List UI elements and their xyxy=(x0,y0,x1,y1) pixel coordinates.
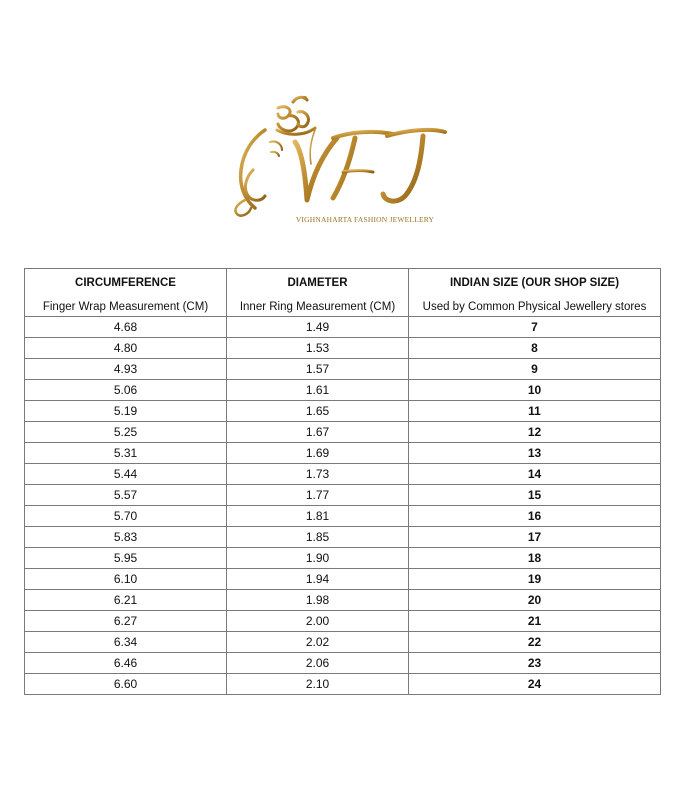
table-row xyxy=(25,401,661,422)
circumference-cell: 6.10 xyxy=(25,569,227,590)
indian-size-cell: 24 xyxy=(409,674,661,695)
circumference-cell: 6.27 xyxy=(25,611,227,632)
table-row xyxy=(25,464,661,485)
diameter-cell: 1.65 xyxy=(227,401,409,422)
column-title-circumference: CIRCUMFERENCE xyxy=(25,269,227,298)
diameter-cell: 1.57 xyxy=(227,359,409,380)
diameter-cell: 2.06 xyxy=(227,653,409,674)
column-subtitle-circumference: Finger Wrap Measurement (CM) xyxy=(25,297,227,317)
diameter-cell: 1.85 xyxy=(227,527,409,548)
indian-size-cell: 8 xyxy=(409,338,661,359)
indian-size-cell: 19 xyxy=(409,569,661,590)
table-row xyxy=(25,674,661,695)
table-row xyxy=(25,590,661,611)
om-icon xyxy=(277,96,315,134)
circumference-cell: 5.31 xyxy=(25,443,227,464)
circumference-cell: 5.95 xyxy=(25,548,227,569)
circumference-cell: 5.44 xyxy=(25,464,227,485)
table-row xyxy=(25,317,661,338)
diameter-cell: 2.10 xyxy=(227,674,409,695)
circumference-cell: 5.83 xyxy=(25,527,227,548)
indian-size-cell: 16 xyxy=(409,506,661,527)
diameter-cell: 2.00 xyxy=(227,611,409,632)
indian-size-cell: 11 xyxy=(409,401,661,422)
table-row xyxy=(25,506,661,527)
table-row xyxy=(25,569,661,590)
circumference-cell: 4.80 xyxy=(25,338,227,359)
diameter-cell: 1.81 xyxy=(227,506,409,527)
circumference-cell: 5.70 xyxy=(25,506,227,527)
indian-size-cell: 17 xyxy=(409,527,661,548)
indian-size-cell: 15 xyxy=(409,485,661,506)
table-row xyxy=(25,338,661,359)
circumference-cell: 6.46 xyxy=(25,653,227,674)
indian-size-cell: 21 xyxy=(409,611,661,632)
circumference-cell: 5.25 xyxy=(25,422,227,443)
table-row xyxy=(25,653,661,674)
diameter-cell: 1.61 xyxy=(227,380,409,401)
circumference-cell: 4.93 xyxy=(25,359,227,380)
brand-logo xyxy=(215,90,465,235)
ganesha-logo-icon xyxy=(215,90,465,235)
column-subtitle-indian-size: Used by Common Physical Jewellery stores xyxy=(409,297,661,317)
diameter-cell: 1.90 xyxy=(227,548,409,569)
diameter-cell: 1.94 xyxy=(227,569,409,590)
diameter-cell: 1.73 xyxy=(227,464,409,485)
table-row xyxy=(25,527,661,548)
diameter-cell: 1.67 xyxy=(227,422,409,443)
diameter-cell: 1.53 xyxy=(227,338,409,359)
indian-size-cell: 22 xyxy=(409,632,661,653)
diameter-cell: 1.98 xyxy=(227,590,409,611)
indian-size-cell: 12 xyxy=(409,422,661,443)
diameter-cell: 1.77 xyxy=(227,485,409,506)
column-subtitle-diameter: Inner Ring Measurement (CM) xyxy=(227,297,409,317)
circumference-cell: 6.60 xyxy=(25,674,227,695)
indian-size-cell: 20 xyxy=(409,590,661,611)
table-row xyxy=(25,359,661,380)
table-row xyxy=(25,380,661,401)
table-row xyxy=(25,443,661,464)
indian-size-cell: 13 xyxy=(409,443,661,464)
circumference-cell: 4.68 xyxy=(25,317,227,338)
indian-size-cell: 23 xyxy=(409,653,661,674)
indian-size-cell: 14 xyxy=(409,464,661,485)
indian-size-cell: 7 xyxy=(409,317,661,338)
table-row xyxy=(25,485,661,506)
circumference-cell: 6.34 xyxy=(25,632,227,653)
table-row xyxy=(25,632,661,653)
diameter-cell: 2.02 xyxy=(227,632,409,653)
table-row xyxy=(25,548,661,569)
indian-size-cell: 9 xyxy=(409,359,661,380)
indian-size-cell: 18 xyxy=(409,548,661,569)
circumference-cell: 5.06 xyxy=(25,380,227,401)
diameter-cell: 1.69 xyxy=(227,443,409,464)
ring-size-table xyxy=(24,268,661,695)
table-row xyxy=(25,422,661,443)
circumference-cell: 5.19 xyxy=(25,401,227,422)
table-row xyxy=(25,611,661,632)
column-title-indian-size: INDIAN SIZE (OUR SHOP SIZE) xyxy=(409,269,661,298)
circumference-cell: 5.57 xyxy=(25,485,227,506)
diameter-cell: 1.49 xyxy=(227,317,409,338)
column-title-diameter: DIAMETER xyxy=(227,269,409,298)
table-body xyxy=(25,317,661,695)
indian-size-cell: 10 xyxy=(409,380,661,401)
table-header xyxy=(25,269,661,317)
vfj-monogram-icon xyxy=(295,130,445,201)
brand-name-text: VIGHNAHARTA FASHION JEWELLERY xyxy=(295,215,435,224)
circumference-cell: 6.21 xyxy=(25,590,227,611)
